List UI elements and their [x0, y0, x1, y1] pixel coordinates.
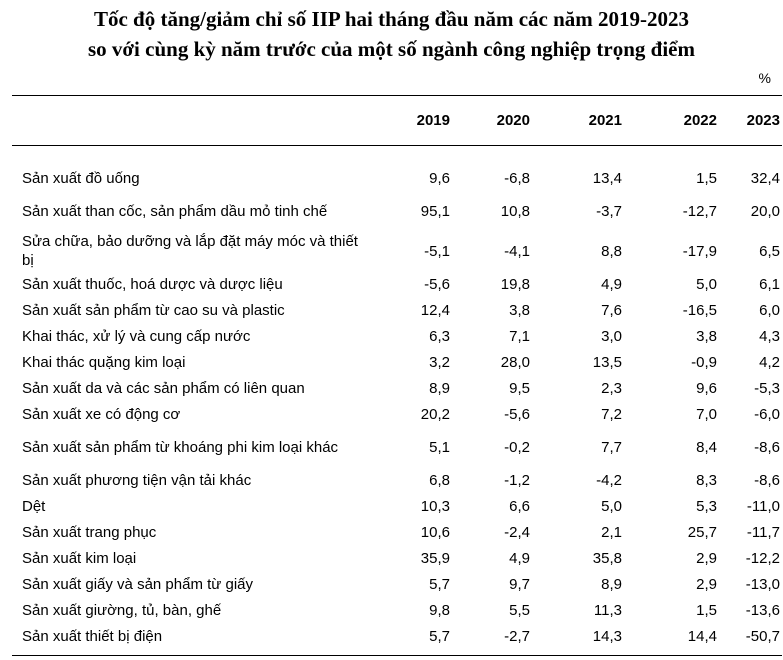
- value-cell-2021: 14,3: [592, 627, 622, 645]
- table-row: [12, 191, 782, 231]
- value-cell-2021: 5,0: [601, 497, 622, 515]
- value-cell-2019: 35,9: [420, 549, 450, 567]
- value-cell-2022: -12,7: [682, 202, 717, 220]
- table-row: [12, 493, 782, 519]
- table-row: [12, 571, 782, 597]
- table-row: [12, 545, 782, 571]
- value-cell-2020: -1,2: [504, 471, 530, 489]
- value-cell-2021: 7,6: [601, 301, 622, 319]
- table-row: [12, 401, 782, 427]
- value-cell-2023: -5,3: [754, 379, 780, 397]
- value-cell-2023: -12,2: [745, 549, 780, 567]
- value-cell-2019: 12,4: [420, 301, 450, 319]
- value-cell-2019: 95,1: [420, 202, 450, 220]
- column-header-2019: 2019: [416, 112, 450, 129]
- value-cell-2023: -50,7: [745, 627, 780, 645]
- value-cell-2020: 4,9: [509, 549, 530, 567]
- value-cell-2020: -2,4: [504, 523, 530, 541]
- value-cell-2020: -4,1: [504, 242, 530, 260]
- value-cell-2022: 7,0: [696, 405, 717, 423]
- table-bottom-rule: [12, 655, 782, 656]
- table-row: [12, 467, 782, 493]
- value-cell-2020: -6,8: [504, 169, 530, 187]
- value-cell-2023: 4,3: [759, 327, 780, 345]
- column-header-2023: 2023: [746, 112, 780, 129]
- value-cell-2021: 4,9: [601, 275, 622, 293]
- sector-name-cell: Sản xuất kim loại: [22, 549, 137, 567]
- table-header-rule: [12, 145, 782, 146]
- page-subtitle: so với cùng kỳ năm trước của một số ngành công nghiệp trọng điểm: [88, 37, 695, 61]
- value-cell-2023: -13,6: [745, 601, 780, 619]
- value-cell-2022: 1,5: [696, 169, 717, 187]
- value-cell-2023: 6,1: [759, 275, 780, 293]
- value-cell-2023: -11,7: [746, 523, 780, 541]
- sector-name-cell: Sản xuất xe có động cơ: [22, 405, 181, 423]
- value-cell-2019: 8,9: [429, 379, 450, 397]
- sector-name-cell: Sản xuất sản phẩm từ khoáng phi kim loại khác: [22, 438, 339, 456]
- value-cell-2020: -5,6: [504, 405, 530, 423]
- value-cell-2021: 13,4: [592, 169, 622, 187]
- sector-name-cell: Sản xuất phương tiện vận tải khác: [22, 471, 252, 489]
- value-cell-2020: 5,5: [509, 601, 530, 619]
- column-header-2020: 2020: [496, 112, 530, 129]
- sector-name-cell: Sản xuất giấy và sản phẩm từ giấy: [22, 575, 254, 593]
- sector-name-cell: Khai thác quặng kim loại: [22, 353, 186, 371]
- value-cell-2022: 2,9: [696, 549, 717, 567]
- value-cell-2022: 8,4: [696, 438, 717, 456]
- value-cell-2023: 6,5: [759, 242, 780, 260]
- table-row: [12, 297, 782, 323]
- value-cell-2021: 13,5: [592, 353, 622, 371]
- value-cell-2020: 19,8: [500, 275, 530, 293]
- sector-name-cell: Sản xuất sản phẩm từ cao su và plastic: [22, 301, 285, 319]
- value-cell-2020: 7,1: [509, 327, 530, 345]
- column-header-sector: [12, 96, 362, 145]
- value-cell-2021: 2,1: [601, 523, 622, 541]
- value-cell-2021: 7,7: [601, 438, 622, 456]
- value-cell-2022: 2,9: [696, 575, 717, 593]
- value-cell-2019: 5,1: [429, 438, 450, 456]
- value-cell-2022: -0,9: [691, 353, 717, 371]
- value-cell-2020: 10,8: [500, 202, 530, 220]
- value-cell-2022: 14,4: [687, 627, 717, 645]
- value-cell-2021: 11,3: [593, 601, 622, 619]
- value-cell-2020: 9,5: [509, 379, 530, 397]
- value-cell-2019: 6,3: [429, 327, 450, 345]
- value-cell-2019: -5,6: [424, 275, 450, 293]
- table-row: [12, 323, 782, 349]
- table-row: [12, 349, 782, 375]
- value-cell-2023: -8,6: [754, 471, 780, 489]
- value-cell-2020: 3,8: [509, 301, 530, 319]
- table-row: [12, 623, 782, 649]
- value-cell-2020: 28,0: [500, 353, 530, 371]
- value-cell-2023: 6,0: [759, 301, 780, 319]
- value-cell-2022: 3,8: [696, 327, 717, 345]
- value-cell-2022: 5,0: [696, 275, 717, 293]
- value-cell-2023: 20,0: [750, 202, 780, 220]
- value-cell-2019: 5,7: [429, 627, 450, 645]
- value-cell-2022: 5,3: [696, 497, 717, 515]
- value-cell-2020: -0,2: [504, 438, 530, 456]
- value-cell-2021: 35,8: [592, 549, 622, 567]
- sector-name-cell: Sửa chữa, bảo dưỡng và lắp đặt máy móc và thiết bị: [22, 233, 358, 269]
- value-cell-2023: 32,4: [750, 169, 780, 187]
- value-cell-2023: -6,0: [754, 405, 780, 423]
- value-cell-2021: 8,8: [601, 242, 622, 260]
- value-cell-2023: -13,0: [745, 575, 780, 593]
- value-cell-2022: 9,6: [696, 379, 717, 397]
- sector-name-cell: Khai thác, xử lý và cung cấp nước: [22, 327, 251, 345]
- value-cell-2021: 2,3: [601, 379, 622, 397]
- table-row: [12, 597, 782, 623]
- sector-name-cell: Sản xuất than cốc, sản phẩm dầu mỏ tinh chế: [22, 202, 328, 220]
- value-cell-2021: -4,2: [596, 471, 622, 489]
- table-row: [12, 375, 782, 401]
- value-cell-2019: 9,6: [429, 169, 450, 187]
- value-cell-2022: -16,5: [682, 301, 717, 319]
- value-cell-2019: 10,3: [420, 497, 450, 515]
- table-row: [12, 231, 782, 271]
- table-row: [12, 519, 782, 545]
- sector-name-cell: Dệt: [22, 497, 46, 515]
- value-cell-2019: 3,2: [429, 353, 450, 371]
- value-cell-2021: 8,9: [601, 575, 622, 593]
- value-cell-2019: -5,1: [424, 242, 450, 260]
- unit-label: %: [758, 70, 771, 86]
- table-header: [12, 96, 782, 145]
- value-cell-2021: 7,2: [601, 405, 622, 423]
- value-cell-2022: 8,3: [696, 471, 717, 489]
- sector-name-cell: Sản xuất thiết bị điện: [22, 627, 163, 645]
- value-cell-2019: 6,8: [429, 471, 450, 489]
- value-cell-2019: 5,7: [429, 575, 450, 593]
- value-cell-2022: 25,7: [687, 523, 717, 541]
- value-cell-2020: 6,6: [509, 497, 530, 515]
- table-row: [12, 165, 782, 191]
- value-cell-2023: 4,2: [759, 353, 780, 371]
- sector-name-cell: Sản xuất đồ uống: [22, 169, 140, 187]
- column-header-2021: 2021: [588, 112, 622, 129]
- value-cell-2020: 9,7: [509, 575, 530, 593]
- column-header-2022: 2022: [683, 112, 717, 129]
- value-cell-2021: -3,7: [596, 202, 622, 220]
- value-cell-2023: -11,0: [746, 497, 780, 515]
- data-table: [12, 165, 782, 649]
- table-row: [12, 271, 782, 297]
- value-cell-2019: 10,6: [420, 523, 450, 541]
- page-title: Tốc độ tăng/giảm chỉ số IIP hai tháng đầu năm các năm 2019-2023: [93, 7, 690, 31]
- value-cell-2022: 1,5: [696, 601, 717, 619]
- value-cell-2022: -17,9: [682, 242, 717, 260]
- sector-name-cell: Sản xuất da và các sản phẩm có liên quan: [22, 379, 305, 397]
- value-cell-2021: 3,0: [601, 327, 622, 345]
- value-cell-2023: -8,6: [754, 438, 780, 456]
- sector-name-cell: Sản xuất giường, tủ, bàn, ghế: [22, 601, 222, 619]
- value-cell-2019: 9,8: [429, 601, 450, 619]
- sector-name-cell: Sản xuất trang phục: [22, 523, 157, 541]
- value-cell-2019: 20,2: [420, 405, 450, 423]
- value-cell-2020: -2,7: [504, 627, 530, 645]
- sector-name-cell: Sản xuất thuốc, hoá dược và dược liệu: [22, 275, 283, 293]
- table-row: [12, 427, 782, 467]
